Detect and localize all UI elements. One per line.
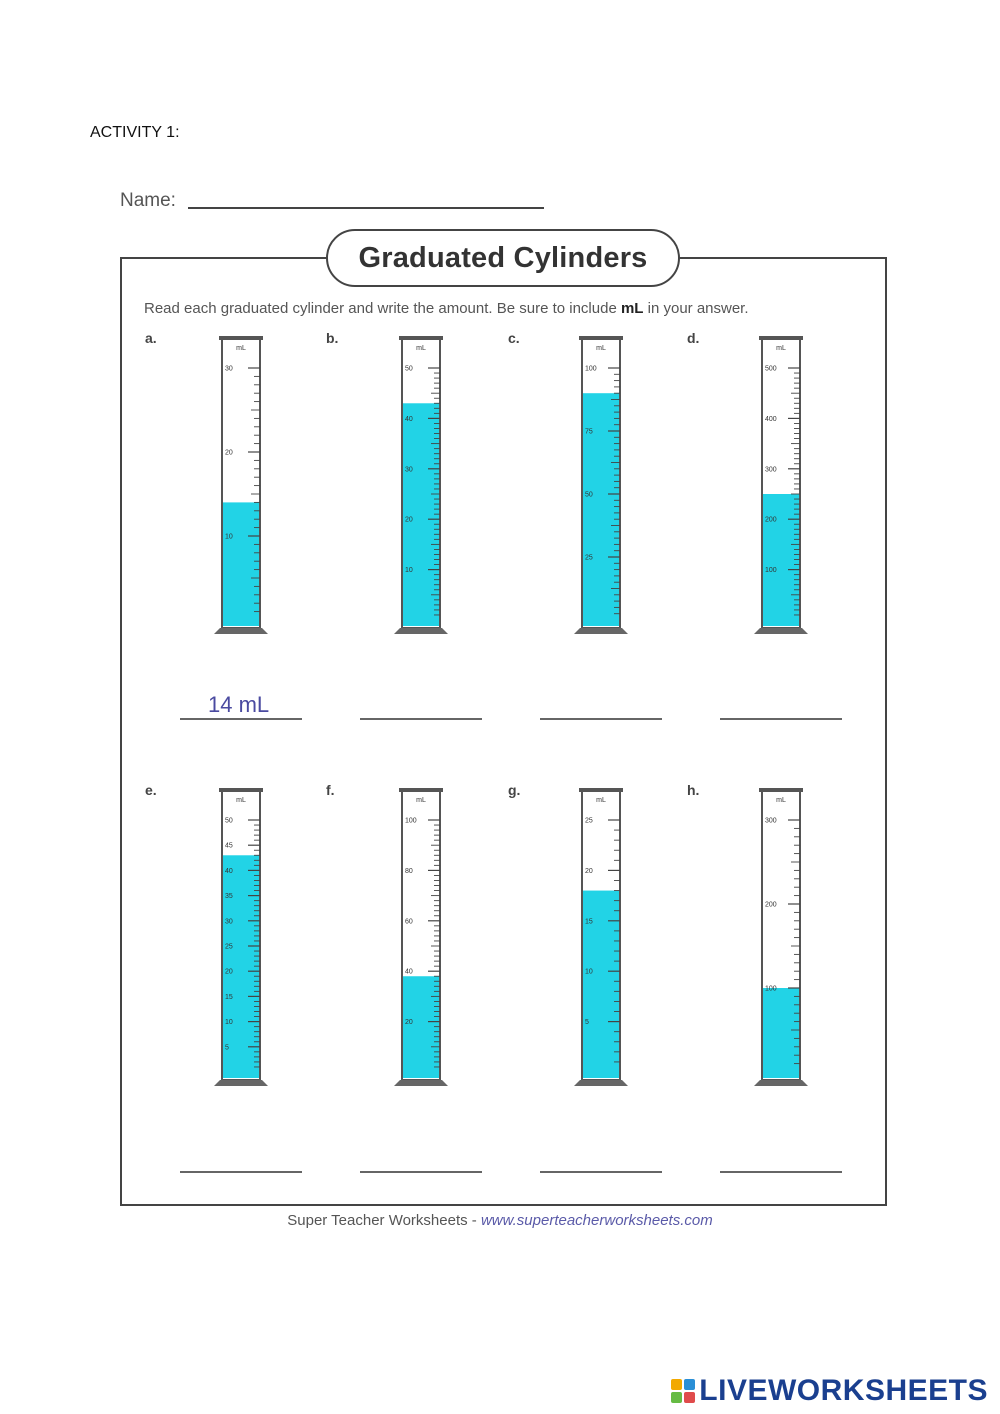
tick-label: 40 <box>405 415 413 423</box>
tick-label: 20 <box>405 516 413 524</box>
tick-label: 300 <box>765 466 777 474</box>
tube-lip <box>219 788 263 792</box>
tick-label: 30 <box>225 918 233 926</box>
tick-label: 30 <box>225 365 233 373</box>
tube-lip <box>579 336 623 340</box>
answer-line-g[interactable] <box>540 1171 662 1173</box>
tick-label: 15 <box>585 918 593 926</box>
tick-label: 50 <box>585 491 593 499</box>
answer-line-b[interactable] <box>360 718 482 720</box>
cylinder-letter-h: h. <box>687 782 700 798</box>
unit-label: mL <box>416 797 426 804</box>
tube-lip <box>579 788 623 792</box>
graduated-cylinder-d <box>750 332 814 640</box>
tick-label: 50 <box>225 817 233 825</box>
tick-label: 500 <box>765 365 777 373</box>
footer-text: Super Teacher Worksheets - <box>287 1212 481 1229</box>
cylinder-base <box>574 1080 628 1086</box>
answer-text-a[interactable]: 14 mL <box>208 692 270 717</box>
cylinder-letter-a: a. <box>145 330 157 346</box>
name-input-line[interactable] <box>188 207 544 209</box>
tick-label: 10 <box>405 567 413 575</box>
tick-label: 80 <box>405 867 413 875</box>
tick-label: 25 <box>225 943 233 951</box>
graduated-cylinder-g <box>570 784 634 1092</box>
tick-label: 40 <box>405 968 413 976</box>
worksheet-title: Graduated Cylinders <box>326 229 680 287</box>
tick-label: 5 <box>585 1019 589 1027</box>
unit-label: mL <box>596 345 606 352</box>
name-label: Name: <box>120 190 176 211</box>
liquid-fill <box>223 502 259 626</box>
tick-label: 35 <box>225 893 233 901</box>
tick-label: 5 <box>225 1044 229 1052</box>
answer-line-d[interactable] <box>720 718 842 720</box>
answer-line-a[interactable] <box>180 718 302 720</box>
answer-line-f[interactable] <box>360 1171 482 1173</box>
unit-label: mL <box>596 797 606 804</box>
instructions <box>144 300 749 317</box>
cylinder-letter-f: f. <box>326 782 335 798</box>
tick-label: 10 <box>225 1019 233 1027</box>
liquid-fill <box>763 494 799 626</box>
cylinder-base <box>754 1080 808 1086</box>
cylinder-letter-c: c. <box>508 330 520 346</box>
tick-label: 15 <box>225 993 233 1001</box>
cylinder-base <box>574 628 628 634</box>
tick-label: 45 <box>225 842 233 850</box>
tick-label: 30 <box>405 466 413 474</box>
tick-label: 50 <box>405 365 413 373</box>
unit-label: mL <box>776 345 786 352</box>
unit-label: mL <box>416 345 426 352</box>
cylinder-base <box>214 1080 268 1086</box>
instructions-bold: mL <box>620 300 644 317</box>
tick-label: 100 <box>765 567 777 575</box>
unit-label: mL <box>236 797 246 804</box>
tick-label: 20 <box>225 449 233 457</box>
tick-label: 400 <box>765 415 777 423</box>
unit-label: mL <box>236 345 246 352</box>
unit-label: mL <box>776 797 786 804</box>
cylinder-base <box>394 628 448 634</box>
tick-label: 25 <box>585 554 593 562</box>
tick-label: 10 <box>585 968 593 976</box>
cylinder-letter-d: d. <box>687 330 700 346</box>
liquid-fill <box>403 976 439 1078</box>
footer-url[interactable]: www.superteacherworksheets.com <box>480 1212 713 1229</box>
tick-label: 200 <box>765 516 777 524</box>
brand-name: LIVEWORKSHEETS <box>699 1374 988 1407</box>
tick-label: 40 <box>225 867 233 875</box>
tick-label: 20 <box>225 968 233 976</box>
tick-label: 25 <box>585 817 593 825</box>
tick-label: 300 <box>765 817 777 825</box>
tick-label: 100 <box>765 985 777 993</box>
tube-lip <box>399 336 443 340</box>
tick-label: 60 <box>405 918 413 926</box>
liveworksheets-logo-icon <box>671 1379 695 1403</box>
footer <box>0 1212 1000 1229</box>
cylinder-letter-b: b. <box>326 330 339 346</box>
tick-label: 200 <box>765 901 777 909</box>
tube-lip <box>759 336 803 340</box>
cylinder-letter-g: g. <box>508 782 521 798</box>
graduated-cylinder-e <box>210 784 274 1092</box>
tick-label: 20 <box>405 1019 413 1027</box>
activity-heading: ACTIVITY 1: <box>90 124 180 141</box>
tube-lip <box>759 788 803 792</box>
cylinder-base <box>394 1080 448 1086</box>
answer-line-h[interactable] <box>720 1171 842 1173</box>
tick-label: 10 <box>225 533 233 541</box>
cylinder-base <box>754 628 808 634</box>
liquid-fill <box>763 985 799 1078</box>
liquid-fill <box>403 403 439 626</box>
graduated-cylinder-a <box>210 332 274 640</box>
cylinder-letter-e: e. <box>145 782 157 798</box>
graduated-cylinder-f <box>390 784 454 1092</box>
instructions-text-1: Read each graduated cylinder and write the amount. Be sure to include <box>144 300 621 317</box>
graduated-cylinder-b <box>390 332 454 640</box>
graduated-cylinder-c <box>570 332 634 640</box>
tick-label: 100 <box>585 365 597 373</box>
tick-label: 100 <box>405 817 417 825</box>
tick-label: 75 <box>585 428 593 436</box>
answer-line-c[interactable] <box>540 718 662 720</box>
instructions-text-2: in your answer. <box>643 300 749 317</box>
cylinder-base <box>214 628 268 634</box>
tube-lip <box>399 788 443 792</box>
liveworksheets-brand <box>671 1374 988 1408</box>
graduated-cylinder-h <box>750 784 814 1092</box>
tube-lip <box>219 336 263 340</box>
tick-label: 20 <box>585 867 593 875</box>
answer-line-e[interactable] <box>180 1171 302 1173</box>
